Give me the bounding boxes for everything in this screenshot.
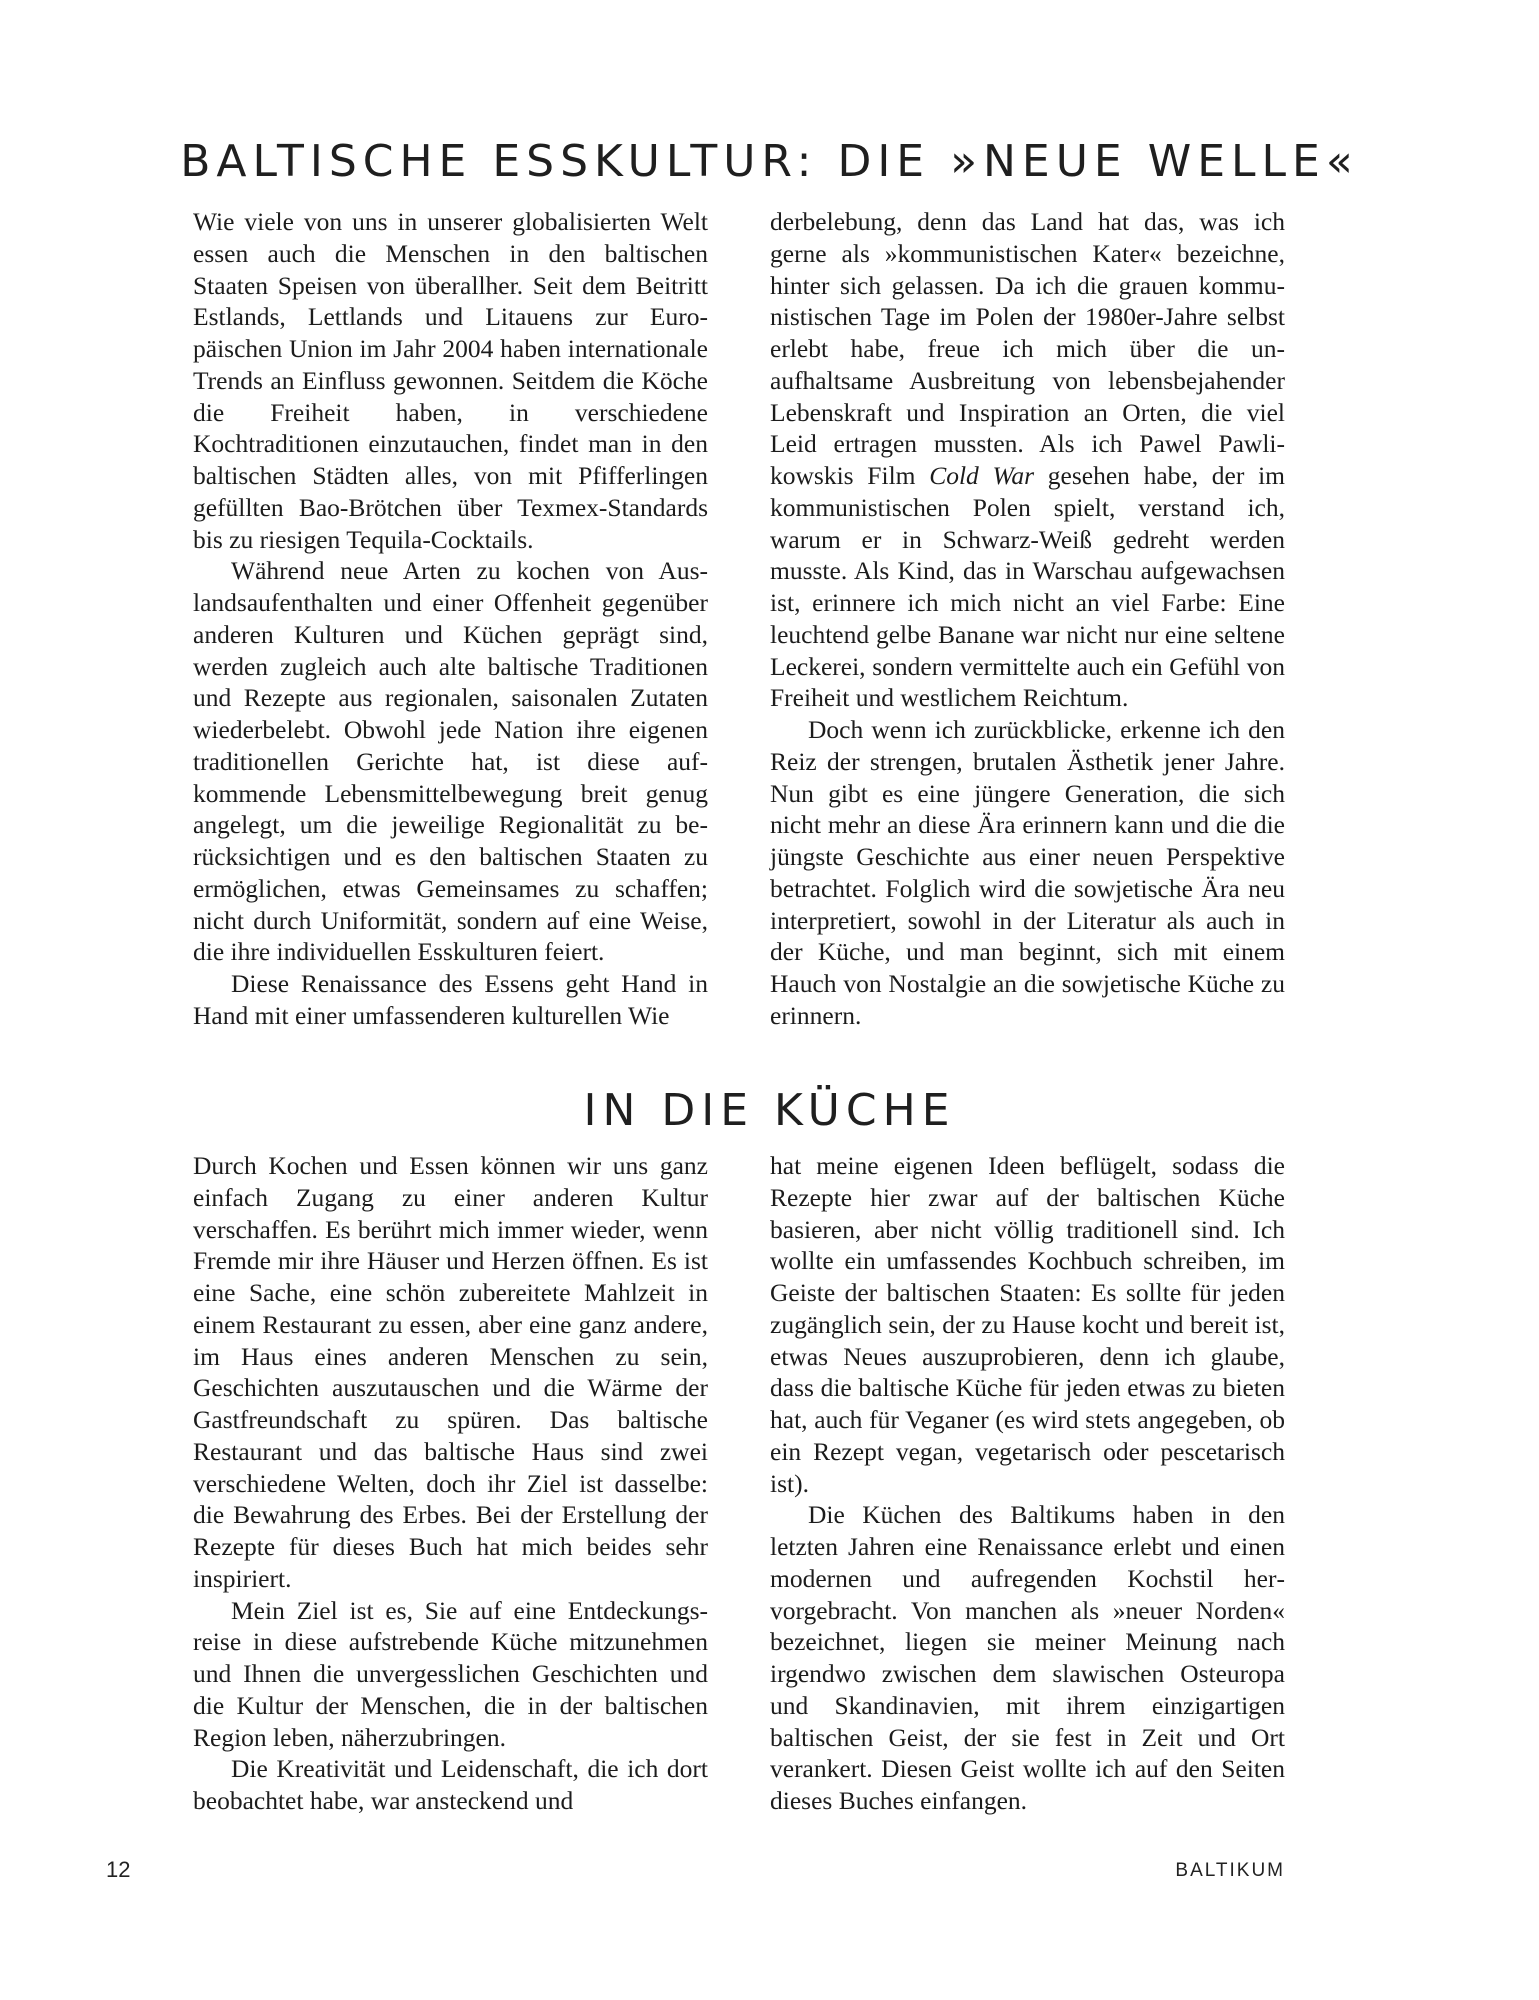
paragraph: Diese Renaissance des Essens geht Hand in Hand mit einer umfassenderen kulturellen Wie [193, 969, 708, 1030]
paragraph: Die Kreativität und Leidenschaft, die ich dort beobachtet habe, war ansteckend und [193, 1754, 708, 1815]
paragraph: Mein Ziel ist es, Sie auf eine Entdeckungsreise in diese aufstrebende Küche mitzunehmen und Ihnen die unvergesslichen Geschichten und die Kultur der Menschen, die in der baltischen Region leben, näherzubringen. [193, 1595, 708, 1752]
column-2 [770, 206, 1285, 1032]
paragraph [770, 206, 1285, 714]
column-1 [193, 206, 708, 1032]
section-heading-esskultur: BALTISCHE ESSKULTUR: DIE »NEUE WELLE« [180, 136, 1359, 187]
page-number: 12 [106, 1857, 131, 1882]
column-4 [770, 1150, 1285, 1817]
paragraph: Doch wenn ich zurückblicke, erkenne ich den Reiz der strengen, brutalen Ästhetik jener Jahre. Nun gibt es eine jüngere Generation, die sich nicht mehr an diese Ära erinnern kann und die die jüngste Geschichte aus einer neuen Perspektive betrachtet. Folglich wird die sowjetische Ära neu interpretiert, sowohl in der Literatur als auch in der Küche, und man beginnt, sich mit einem Hauch von Nostalgie an die sowjetische Küche zu erinnern. [770, 715, 1285, 1030]
paragraph: Wie viele von uns in unserer globalisierten Welt essen auch die Menschen in den baltischen Staaten Speisen von überallher. Seit dem Beitritt Estlands, Lettlands und Litauens zur Europäischen Union im Jahr 2004 haben internationale Trends an Einfluss gewonnen. Seitdem die Köche die Freiheit haben, in verschiedene Kochtraditionen einzutauchen, findet man in den baltischen Städten alles, von mit Pfifferlingen gefüllten Bao-Brötchen über Texmex-Standards bis zu riesigen Tequila-Cocktails. [193, 207, 708, 554]
section-heading-kueche: IN DIE KÜCHE [583, 1085, 956, 1136]
film-title: Cold War [929, 461, 1035, 490]
paragraph-text: derbelebung, denn das Land hat das, was ich gerne als »kommunistischen Kater« bezeichne, hinter sich gelassen. Da ich die grauen kommunistischen Tage im Polen der 1980er-Jahre selbst erlebt habe, freue ich mich über die unaufhaltsame Ausbreitung von lebensbejahender Lebenskraft und Inspiration an Orten, die viel Leid ertragen mussten. Als ich Pawel Pawlikowskis Film [770, 207, 1285, 490]
paragraph: Während neue Arten zu kochen von Auslandsaufenthalten und einer Offenheit gegenüber anderen Kulturen und Küchen geprägt sind, werden zugleich auch alte baltische Traditionen und Rezepte aus regionalen, saisonalen Zutaten wiederbelebt. Obwohl jede Nation ihre eigenen traditionellen Gerichte hat, ist diese aufkommende Lebensmittelbewegung breit genug angelegt, um die jeweilige Regionalität zu berücksichtigen und es den baltischen Staaten zu ermöglichen, etwas Gemeinsames zu schaffen; nicht durch Uniformität, sondern auf eine Weise, die ihre individuellen Esskulturen feiert. [193, 556, 708, 967]
paragraph: Durch Kochen und Essen können wir uns ganz einfach Zugang zu einer anderen Kultur verschaffen. Es berührt mich immer wieder, wenn Fremde mir ihre Häuser und Herzen öffnen. Es ist eine Sache, eine schön zubereitete Mahlzeit in einem Restaurant zu essen, aber eine ganz andere, im Haus eines anderen Menschen zu sein, Geschichten auszutauschen und die Wärme der Gastfreundschaft zu spüren. Das baltische Restaurant und das baltische Haus sind zwei verschiedene Welten, doch ihr Ziel ist dasselbe: die Bewahrung des Erbes. Bei der Erstellung der Rezepte für dieses Buch hat mich beides sehr inspiriert. [193, 1151, 708, 1593]
paragraph-text: gesehen habe, der im kommunistischen Polen spielt, verstand ich, warum er in Schwarz-Weiß gedreht werden musste. Als Kind, das in Warschau aufgewachsen ist, erinnere ich mich nicht an viel Farbe: Eine leuchtend gelbe Banane war nicht nur eine seltene Leckerei, sondern vermittelte auch ein Gefühl von Freiheit und westlichem Reichtum. [770, 461, 1285, 713]
paragraph: hat meine eigenen Ideen beflügelt, sodass die Rezepte hier zwar auf der baltischen Küche basieren, aber nicht völlig traditionell sind. Ich wollte ein umfassendes Kochbuch schreiben, im Geiste der baltischen Staaten: Es sollte für jeden zugänglich sein, der zu Hause kocht und bereit ist, etwas Neues auszuprobieren, denn ich glaube, dass die baltische Küche für jeden etwas zu bieten hat, auch für Veganer (es wird stets angegeben, ob ein Rezept vegan, vegetarisch oder pescetarisch ist). [770, 1151, 1285, 1498]
running-title: BALTIKUM [1175, 1860, 1285, 1881]
paragraph: Die Küchen des Baltikums haben in den letzten Jahren eine Renaissance erlebt und einen modernen und aufregenden Kochstil hervorgebracht. Von manchen als »neuer Norden« bezeichnet, liegen sie meiner Meinung nach irgendwo zwischen dem slawischen Osteuropa und Skandinavien, mit ihrem einzigartigen baltischen Geist, der sie fest in Zeit und Ort verankert. Diesen Geist wollte ich auf den Seiten dieses Buches einfangen. [770, 1500, 1285, 1815]
column-3 [193, 1150, 708, 1817]
